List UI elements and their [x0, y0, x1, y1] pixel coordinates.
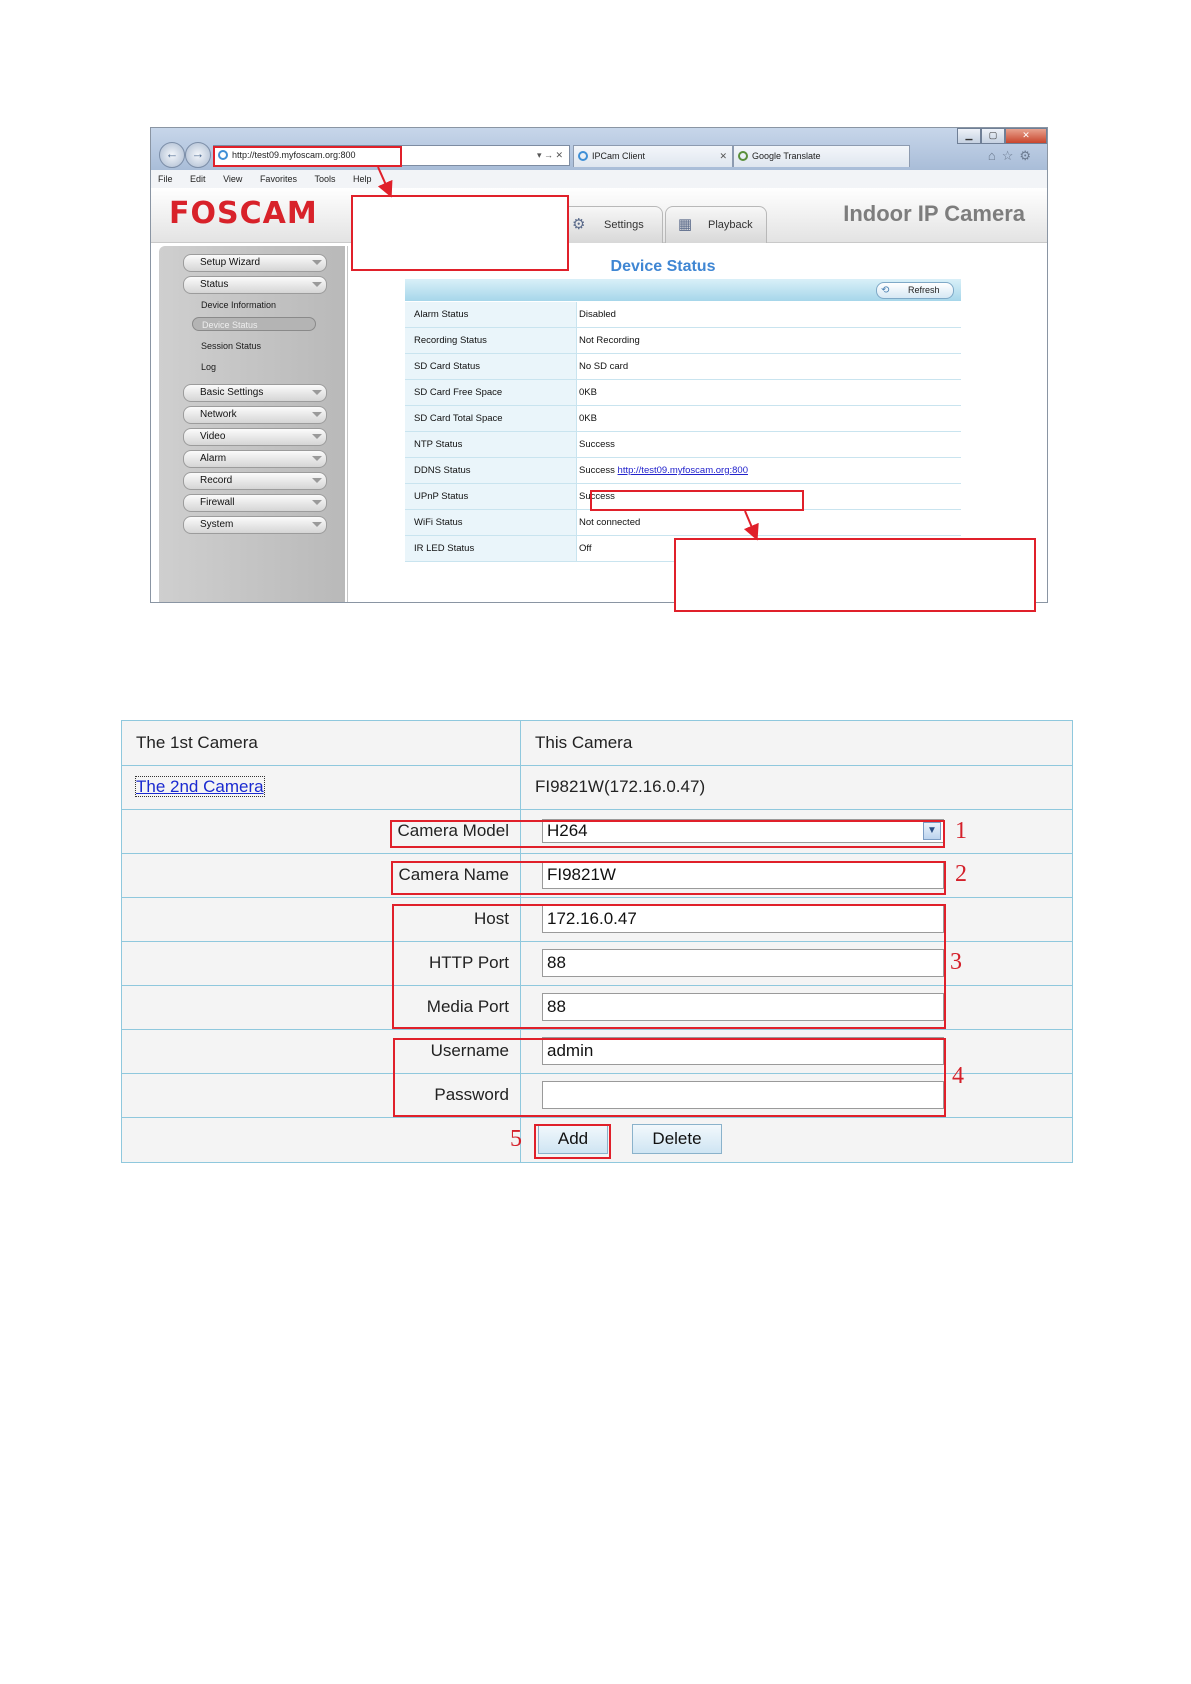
- step-number-5: 5: [510, 1126, 522, 1152]
- arrow-url-to-callout: [378, 167, 390, 194]
- host-field[interactable]: 172.16.0.47: [542, 905, 944, 933]
- calendar-icon: ▦: [678, 216, 693, 233]
- this-camera-value: FI9821W(172.16.0.47): [535, 777, 706, 796]
- username-label: Username: [430, 1041, 509, 1060]
- refresh-icon: ⟲: [881, 285, 890, 296]
- menu-edit[interactable]: Edit: [190, 174, 206, 184]
- app-title: Indoor IP Camera: [843, 201, 1025, 226]
- sidebar-item-label: Status: [200, 279, 229, 290]
- minimize-icon[interactable]: ▁: [957, 128, 981, 144]
- step-number-4: 4: [952, 1063, 964, 1089]
- camera-model-label: Camera Model: [397, 821, 509, 840]
- gear-icon[interactable]: ⚙: [1019, 148, 1037, 163]
- refresh-label: Refresh: [908, 285, 940, 295]
- password-label: Password: [434, 1085, 509, 1104]
- sidebar-item-device-status[interactable]: Device Status: [192, 317, 316, 331]
- row-key: WiFi Status: [414, 517, 463, 528]
- username-field[interactable]: admin: [542, 1037, 944, 1065]
- row-key: NTP Status: [414, 439, 463, 450]
- http-port-field[interactable]: 88: [542, 949, 944, 977]
- menu-favorites[interactable]: Favorites: [259, 174, 297, 184]
- sidebar-item-label: System: [200, 519, 234, 530]
- first-camera-label: The 1st Camera: [136, 733, 258, 752]
- home-icon[interactable]: ⌂: [987, 148, 1002, 163]
- address-controls[interactable]: ▾ → ✕: [536, 150, 563, 160]
- menu-help[interactable]: Help: [353, 174, 372, 184]
- add-button[interactable]: Add: [538, 1124, 608, 1154]
- http-port-label: HTTP Port: [429, 953, 509, 972]
- step-number-1: 1: [955, 818, 967, 844]
- sidebar-item-device-information[interactable]: Device Information: [201, 300, 277, 310]
- media-port-label: Media Port: [426, 997, 509, 1016]
- arrow-ddns-to-callout: [745, 511, 756, 537]
- tab-label: IPCam Client: [592, 151, 646, 161]
- tab-label: Google Translate: [752, 151, 821, 161]
- delete-button[interactable]: Delete: [632, 1124, 722, 1154]
- chevron-down-icon[interactable]: ▼: [923, 822, 941, 840]
- host-label: Host: [474, 909, 509, 928]
- row-value: Not connected: [579, 517, 641, 528]
- table-row: [122, 721, 1072, 766]
- camera-model-value: H264: [547, 821, 588, 840]
- menu-tools[interactable]: Tools: [314, 174, 336, 184]
- camera-name-label: Camera Name: [398, 865, 509, 884]
- camera-name-highlight-box: [391, 861, 946, 895]
- sidebar-item-session-status[interactable]: Session Status: [201, 341, 262, 351]
- back-icon[interactable]: ←: [159, 142, 185, 168]
- tab-label: Playback: [708, 219, 753, 231]
- foscam-logo: FOSCAM: [169, 196, 318, 231]
- second-camera-link[interactable]: The 2nd Camera: [136, 777, 264, 796]
- row-value: Success: [579, 491, 615, 502]
- ddns-link[interactable]: http://test09.myfoscam.org:800: [617, 465, 748, 476]
- step-number-3: 3: [950, 949, 962, 975]
- camera-model-highlight-box: [390, 820, 945, 848]
- sidebar-item-label: Firewall: [200, 497, 235, 508]
- camera-name-field[interactable]: FI9821W: [542, 861, 944, 889]
- menu-view[interactable]: View: [223, 174, 243, 184]
- sidebar-item-label: Video: [200, 431, 226, 442]
- sidebar-item-label: Network: [200, 409, 237, 420]
- row-value: 0KB: [579, 387, 597, 398]
- page-title: Device Status: [610, 258, 716, 275]
- sidebar-item-label: Setup Wizard: [200, 257, 261, 268]
- media-port-field[interactable]: 88: [542, 993, 944, 1021]
- add-highlight-box: [534, 1124, 611, 1159]
- row-key: DDNS Status: [414, 465, 471, 476]
- row-key: IR LED Status: [414, 543, 475, 554]
- gears-icon: ⚙: [572, 216, 586, 233]
- row-key: Recording Status: [414, 335, 487, 346]
- menu-file[interactable]: File: [158, 174, 173, 184]
- row-key: Alarm Status: [414, 309, 469, 320]
- sidebar-item-label: Record: [200, 475, 233, 486]
- row-key: UPnP Status: [414, 491, 469, 502]
- row-value: Disabled: [579, 309, 616, 320]
- row-value: Success: [579, 439, 615, 450]
- maximize-icon[interactable]: ▢: [981, 128, 1005, 144]
- row-key: SD Card Status: [414, 361, 480, 372]
- credentials-highlight-box: [393, 1038, 946, 1117]
- forward-icon[interactable]: →: [185, 142, 211, 168]
- table-row: [122, 765, 1072, 810]
- host-ports-highlight-box: [392, 904, 946, 1029]
- sidebar-item-label: Basic Settings: [200, 387, 264, 398]
- favorites-star-icon[interactable]: ☆: [1001, 148, 1020, 163]
- address-url: http://test09.myfoscam.org:800: [232, 150, 356, 160]
- tab-close-icon[interactable]: ✕: [719, 151, 727, 161]
- row-value: 0KB: [579, 413, 597, 424]
- sidebar-item-label: Alarm: [200, 453, 227, 464]
- tab-label: Settings: [604, 219, 644, 231]
- row-value: No SD card: [579, 361, 629, 372]
- row-key: SD Card Total Space: [414, 413, 503, 424]
- close-icon[interactable]: ✕: [1005, 128, 1047, 144]
- sidebar-item-log[interactable]: Log: [201, 362, 217, 372]
- this-camera-label: This Camera: [535, 733, 633, 752]
- step-number-2: 2: [955, 861, 967, 887]
- row-value: Off: [579, 543, 592, 554]
- row-value: Not Recording: [579, 335, 640, 346]
- row-value: Success: [579, 465, 615, 476]
- row-key: SD Card Free Space: [414, 387, 503, 398]
